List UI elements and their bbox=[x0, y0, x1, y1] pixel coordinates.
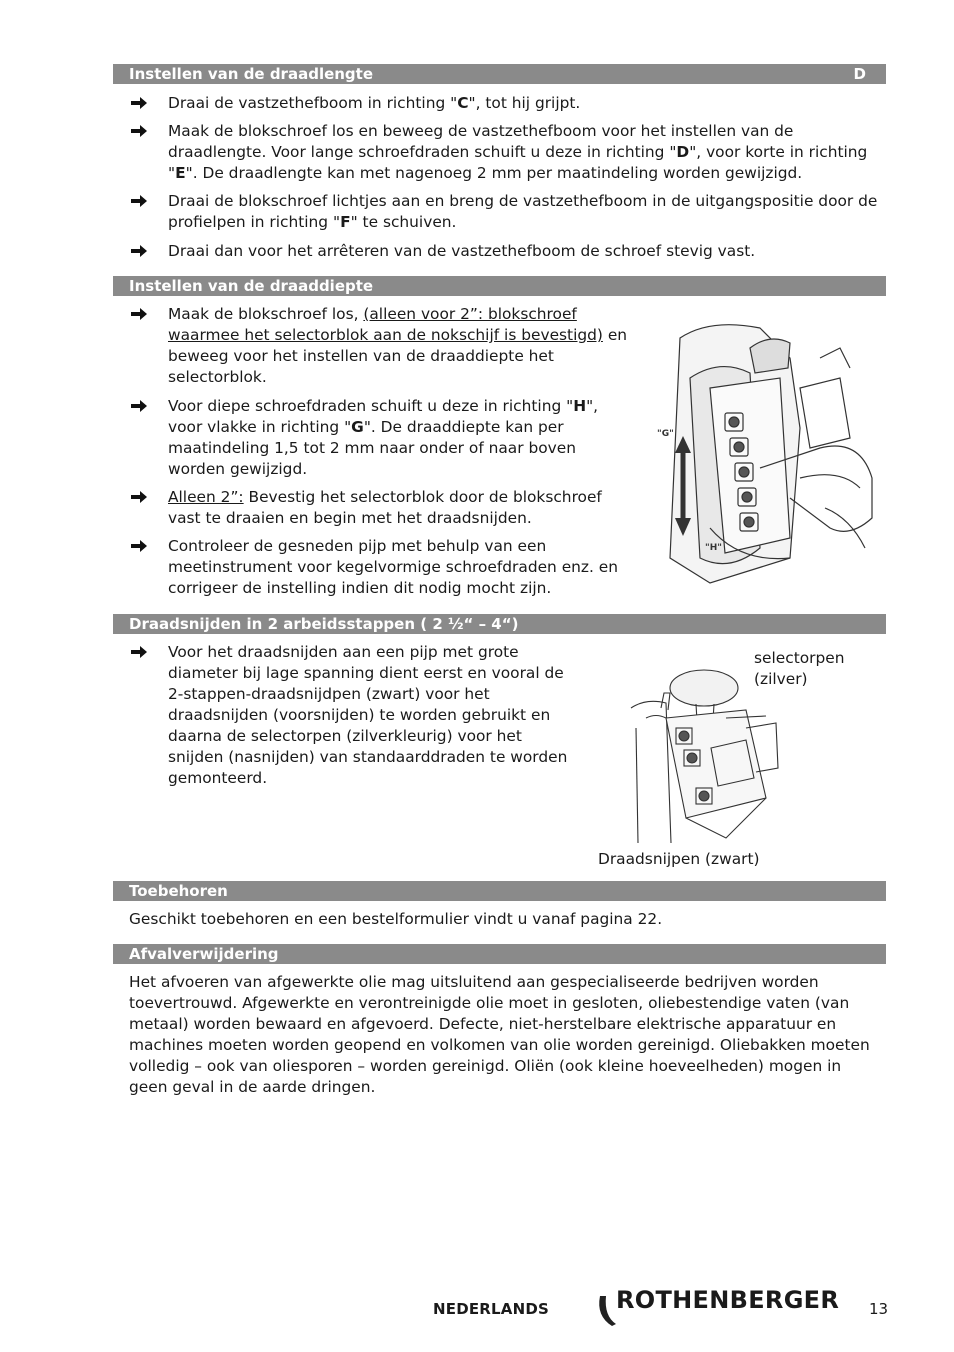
list-item bbox=[130, 487, 630, 529]
arrow-bullet-icon bbox=[130, 242, 148, 260]
section-title: Instellen van de draaddiepte bbox=[129, 277, 374, 295]
bullet-text: Draai de vastzethefboom in richting "C", tot hij grijpt. bbox=[168, 94, 581, 112]
bullet-text: Draai de blokschroef lichtjes aan en breng de vastzethefboom in de uitgangspositie door de profielpen in richting "F" te schuiven. bbox=[168, 192, 878, 231]
list-item bbox=[130, 396, 630, 480]
brand-logo bbox=[596, 1286, 840, 1314]
section-title: Afvalverwijdering bbox=[129, 945, 279, 963]
section-header-afvalverwijdering bbox=[113, 944, 886, 964]
section-header-draaddiepte bbox=[113, 276, 886, 296]
bullet-text: Voor diepe schroefdraden schuift u deze in richting "H", voor vlakke in richting "G". De draaddiepte kan per maatindeling 1,5 tot 2 mm naar onder of naar boven worden gewijzigd. bbox=[168, 397, 599, 478]
toebehoren-text: Geschikt toebehoren en een bestelformulier vindt u vanaf pagina 22. bbox=[129, 910, 663, 928]
section-header-draadlengte bbox=[113, 64, 886, 84]
arrow-bullet-icon bbox=[130, 537, 148, 555]
die-head-illustration bbox=[626, 668, 786, 846]
list-item bbox=[130, 191, 886, 233]
section-header-draadsnijden bbox=[113, 614, 886, 634]
arrow-bullet-icon bbox=[130, 94, 148, 112]
footer-language: NEDERLANDS bbox=[433, 1300, 550, 1318]
page-number: 13 bbox=[869, 1300, 889, 1318]
arrow-bullet-icon bbox=[130, 643, 148, 661]
arrow-bullet-icon bbox=[130, 192, 148, 210]
section-title: Toebehoren bbox=[129, 882, 228, 900]
bullet-text: Alleen 2”: Bevestig het selectorblok door de blokschroef vast te draaien en begin met het draadsnijden. bbox=[168, 488, 602, 527]
list-item bbox=[130, 121, 886, 184]
caption-selectorpen: selectorpen (zilver) bbox=[754, 649, 845, 688]
section-letter: D bbox=[853, 65, 866, 83]
afvalverwijdering-text: Het afvoeren van afgewerkte olie mag uitsluitend aan gespecialiseerde bedrijven worden toevertrouwd. Afgewerkte en verontreinigde olie moet in gesloten, oliebestendige vaten (van metaal) worden bewaard en afgevoerd. Defecte, niet-herstelbare elektrische apparatuur en machines moeten worden geopend en volkomen van olie worden gereinigd. Oliebakken moeten volledig – ook van oliesporen – worden gereinigd. Oliën (ook kleine hoeveelheden) mogen in geen geval in de aarde dringen. bbox=[129, 973, 870, 1096]
list-item bbox=[130, 536, 630, 599]
list-item bbox=[130, 241, 886, 262]
arrow-bullet-icon bbox=[130, 305, 148, 323]
bullet-text: Voor het draadsnijden aan een pijp met grote diameter bij lage spanning dient eerst en vooral de 2-stappen-draadsnijdpen (zwart) voor het draadsnijden (voorsnijden) te worden gebruikt en daarna de selectorpen (zilverkleurig) voor het snijden (nasnijden) van standaarddraden te worden gemonteerd. bbox=[168, 643, 568, 787]
bullet-text: Draai dan voor het arrêteren van de vastzethefboom de schroef stevig vast. bbox=[168, 242, 756, 260]
arrow-bullet-icon bbox=[130, 397, 148, 415]
section-title: Instellen van de draadlengte bbox=[129, 65, 374, 83]
list-item bbox=[130, 642, 575, 789]
list-item bbox=[130, 93, 886, 114]
label-h: "H" bbox=[705, 543, 722, 553]
arrow-bullet-icon bbox=[130, 488, 148, 506]
brand-name: ROTHENBERGER bbox=[616, 1286, 840, 1314]
section-header-toebehoren bbox=[113, 881, 886, 901]
brand-swoosh-icon bbox=[596, 1294, 618, 1330]
selector-block-illustration bbox=[650, 318, 874, 588]
label-g: "G" bbox=[657, 429, 674, 439]
bullet-text: Maak de blokschroef los, (alleen voor 2”: blokschroef waarmee het selectorblok aan de nokschijf is bevestigd) en beweeg voor het instellen van de draaddiepte het selectorblok. bbox=[168, 305, 628, 386]
bullet-text: Maak de blokschroef los en beweeg de vastzethefboom voor het instellen van de draadlengte. Voor lange schroefdraden schuift u deze in richting "D", voor korte in richting "E". De draadlengte kan met nagenoeg 2 mm per maatindeling worden gewijzigd. bbox=[168, 122, 868, 182]
list-item bbox=[130, 304, 630, 388]
caption-draadsnijpen: Draadsnijpen (zwart) bbox=[598, 850, 760, 868]
arrow-bullet-icon bbox=[130, 122, 148, 140]
bullet-text: Controleer de gesneden pijp met behulp van een meetinstrument voor kegelvormige schroefdraden enz. en corrigeer de instelling indien dit nodig mocht zijn. bbox=[168, 537, 619, 597]
section-title: Draadsnijden in 2 arbeidsstappen ( 2 ½“ – 4“) bbox=[129, 615, 519, 633]
